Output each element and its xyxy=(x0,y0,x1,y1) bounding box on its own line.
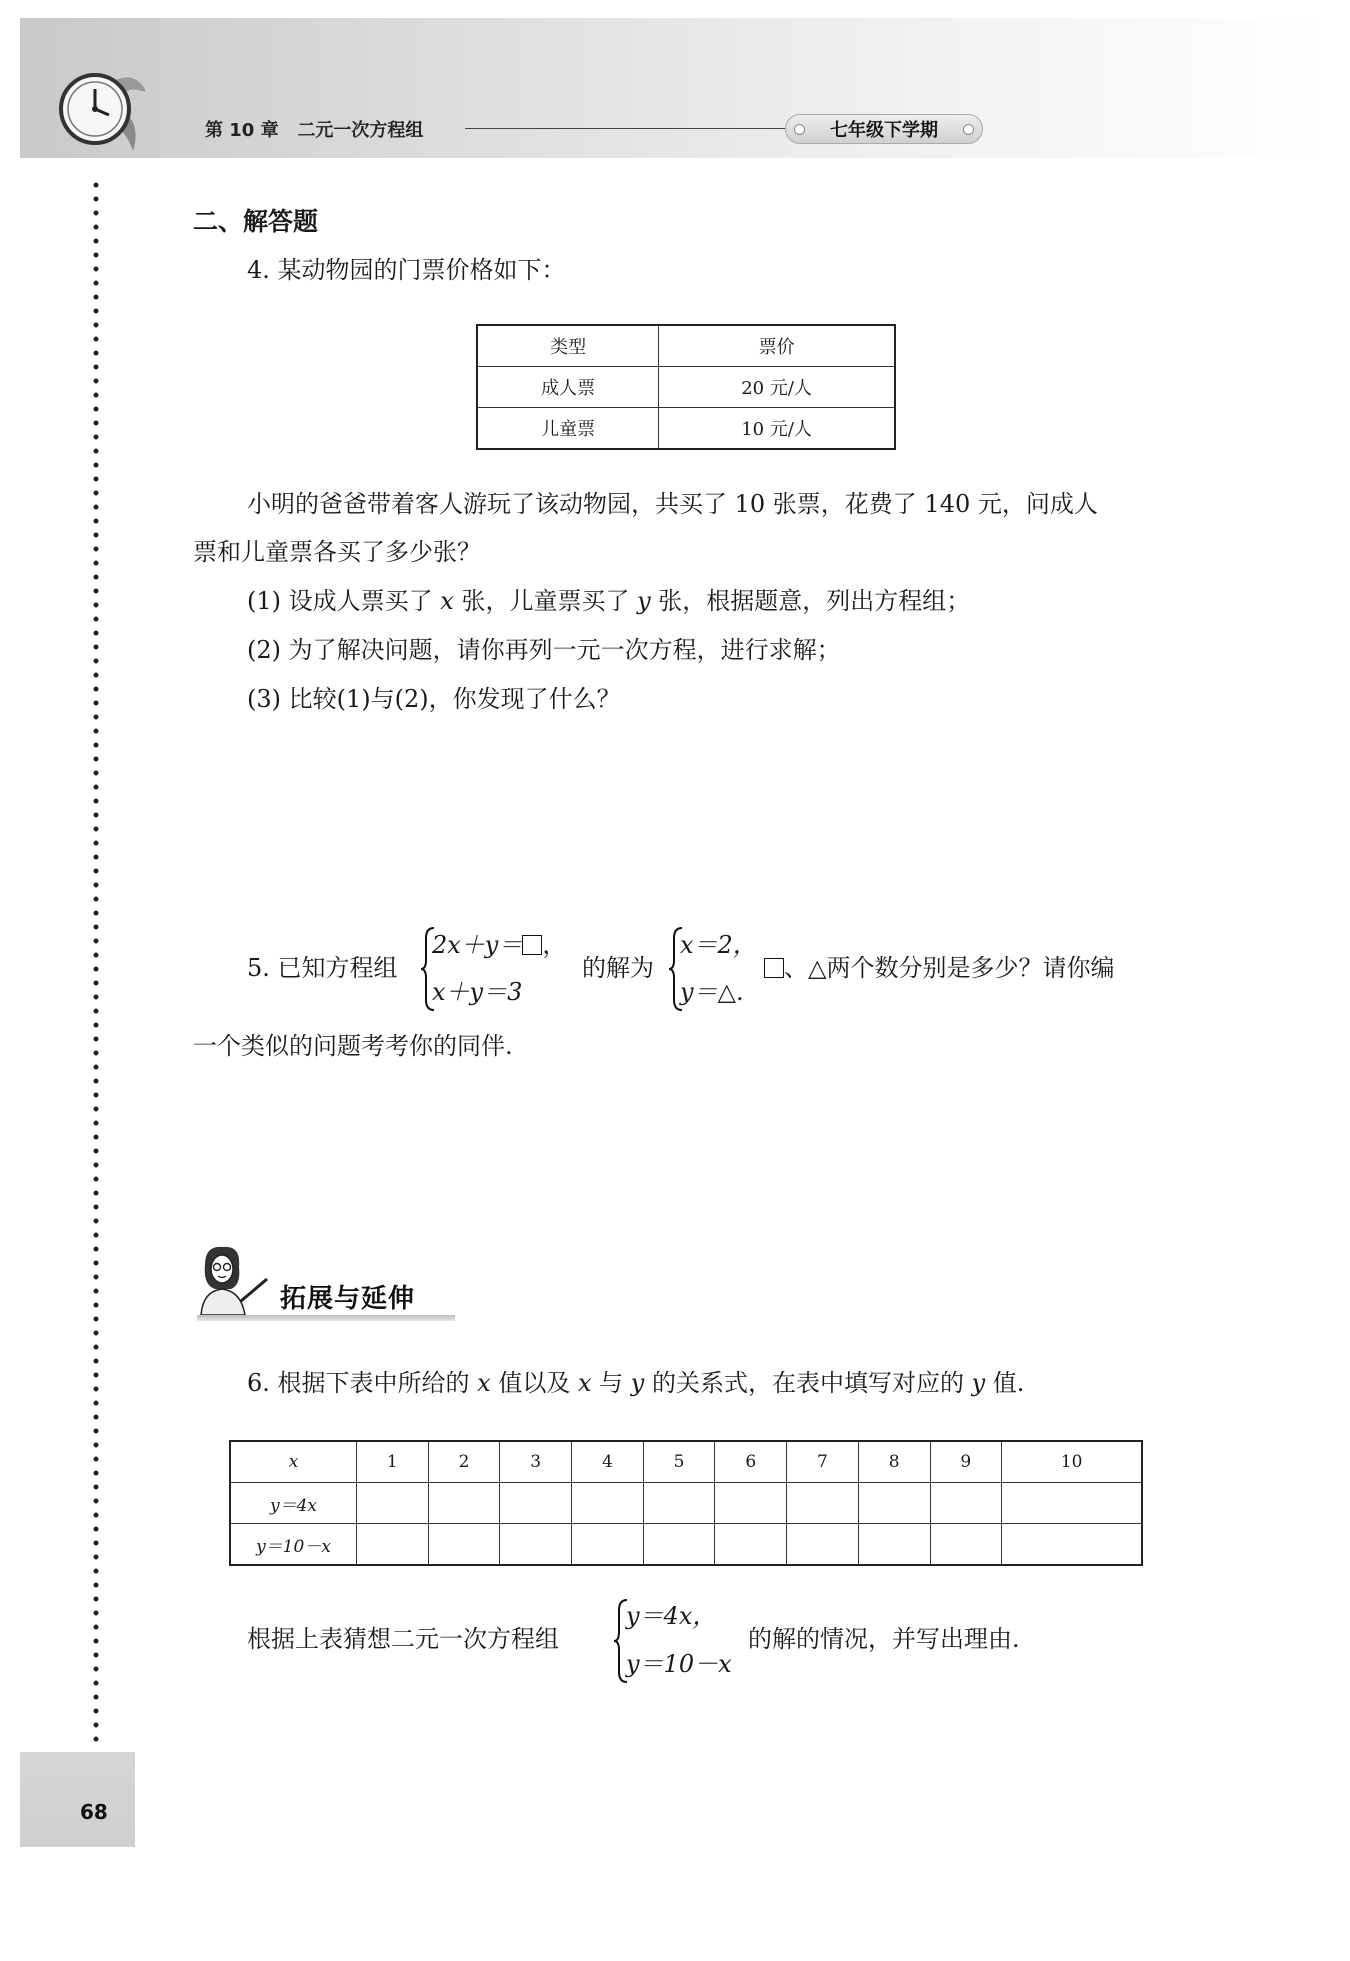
square-symbol-icon xyxy=(764,958,784,978)
table-row xyxy=(477,367,895,408)
q5-eq1-text: 2x＋y＝ xyxy=(432,931,523,959)
blank-cell[interactable] xyxy=(357,1483,429,1524)
table-row xyxy=(230,1524,1142,1566)
blank-cell[interactable] xyxy=(428,1483,500,1524)
q5-sol2: y＝△. xyxy=(680,978,744,1006)
blank-cell[interactable] xyxy=(930,1524,1002,1566)
chapter-suffix: 章 xyxy=(260,120,279,141)
q6-prompt xyxy=(247,1371,1024,1395)
q4-sub1-text: (1) 设成人票买了 xyxy=(247,587,441,615)
blank-cell[interactable] xyxy=(428,1524,500,1566)
xy-value-table xyxy=(229,1440,1143,1566)
blank-cell[interactable] xyxy=(858,1483,930,1524)
q5-prefix: 5. 已知方程组 xyxy=(247,954,398,982)
table-cell: 成人票 xyxy=(477,367,659,408)
q6-prompt-text: 值. xyxy=(985,1369,1025,1397)
chapter-name: 二元一次方程组 xyxy=(297,120,424,141)
clock-icon xyxy=(55,63,145,153)
blank-cell[interactable] xyxy=(930,1483,1002,1524)
var-x: x xyxy=(440,587,454,615)
q6-guess-eq2: y＝10－x xyxy=(626,1650,732,1678)
section-title: 二、解答题 xyxy=(193,207,319,236)
q5-eq2: x＋y＝3 xyxy=(432,978,523,1006)
blank-cell[interactable] xyxy=(572,1524,644,1566)
table-row xyxy=(230,1441,1142,1483)
x-value-cell: 3 xyxy=(500,1441,572,1483)
x-value-cell: 6 xyxy=(715,1441,787,1483)
table-row xyxy=(230,1483,1142,1524)
x-value-cell: 10 xyxy=(1002,1441,1142,1483)
grade-label: 七年级下学期 xyxy=(830,120,938,141)
x-value-cell: 2 xyxy=(428,1441,500,1483)
table-header-cell: 类型 xyxy=(477,325,659,367)
blank-cell[interactable] xyxy=(643,1524,715,1566)
blank-cell[interactable] xyxy=(1002,1483,1142,1524)
extension-underline xyxy=(197,1315,455,1321)
blank-cell[interactable] xyxy=(500,1524,572,1566)
chapter-number: 10 xyxy=(229,120,255,141)
q4-sub1 xyxy=(247,589,970,613)
table-row xyxy=(477,325,895,367)
extension-heading: 拓展与延伸 xyxy=(280,1284,416,1314)
table-cell: 20 元/人 xyxy=(659,367,895,408)
table-cell: 10 元/人 xyxy=(659,408,895,450)
chapter-title xyxy=(205,116,423,142)
blank-cell[interactable] xyxy=(1002,1524,1142,1566)
table-header-cell: 票价 xyxy=(659,325,895,367)
binding-dotted-line xyxy=(92,178,100,1748)
q5-suffix xyxy=(764,956,1114,980)
q4-body-line1: 小明的爸爸带着客人游玩了该动物园，共买了 10 张票，花费了 140 元，问成人 xyxy=(247,490,1098,518)
x-value-cell: 5 xyxy=(643,1441,715,1483)
q5-mid: 的解为 xyxy=(582,954,654,982)
row-head-y-4x: y＝4x xyxy=(230,1483,357,1524)
grade-badge xyxy=(785,114,983,144)
q5-line2: 一个类似的问题考考你的同伴. xyxy=(193,1032,513,1060)
x-value-cell: 7 xyxy=(787,1441,859,1483)
badge-dot-right-icon xyxy=(963,124,974,135)
q6-guess-suffix: 的解的情况，并写出理由. xyxy=(748,1625,1020,1653)
q4-sub1-text: 张，儿童票买了 xyxy=(453,587,638,615)
q6-prompt-text: 与 xyxy=(591,1369,631,1397)
badge-dot-left-icon xyxy=(794,124,805,135)
blank-cell[interactable] xyxy=(500,1483,572,1524)
blank-cell[interactable] xyxy=(357,1524,429,1566)
page-number: 68 xyxy=(80,1800,108,1824)
var-x: x xyxy=(477,1369,491,1397)
q5-eq1-end: ， xyxy=(542,931,567,959)
table-cell: 儿童票 xyxy=(477,408,659,450)
blank-cell[interactable] xyxy=(858,1524,930,1566)
q6-prompt-text: 的关系式，在表中填写对应的 xyxy=(644,1369,972,1397)
var-y: y xyxy=(971,1369,986,1397)
q5-suffix-text: 、△两个数分别是多少？请你编 xyxy=(784,954,1115,982)
var-x: x xyxy=(577,1369,592,1397)
x-value-cell: 1 xyxy=(357,1441,429,1483)
q6-guess-eq1: y＝4x， xyxy=(626,1602,717,1630)
q4-body-line2: 票和儿童票各买了多少张？ xyxy=(193,538,481,566)
page-corner-band xyxy=(20,1752,135,1847)
q6-prompt-text: 6. 根据下表中所给的 xyxy=(247,1369,478,1397)
q4-sub3: (3) 比较(1)与(2)，你发现了什么？ xyxy=(247,685,621,713)
x-value-cell: 9 xyxy=(930,1441,1002,1483)
q5-sol1: x＝2， xyxy=(680,931,757,959)
row-head-y-10-minus-x: y＝10－x xyxy=(230,1524,357,1566)
q4-sub1-text: 张，根据题意，列出方程组； xyxy=(650,587,971,615)
blank-cell[interactable] xyxy=(715,1483,787,1524)
header-rule xyxy=(465,128,785,129)
q6-prompt-text: 值以及 xyxy=(490,1369,578,1397)
blank-cell[interactable] xyxy=(715,1524,787,1566)
chapter-prefix: 第 xyxy=(205,120,223,141)
x-value-cell: 4 xyxy=(572,1441,644,1483)
ticket-price-table xyxy=(476,324,896,450)
q6-guess-prefix: 根据上表猜想二元一次方程组 xyxy=(247,1625,559,1653)
blank-cell[interactable] xyxy=(643,1483,715,1524)
var-y: y xyxy=(630,1369,645,1397)
square-symbol-icon xyxy=(522,935,542,955)
blank-cell[interactable] xyxy=(787,1524,859,1566)
q5-eq1 xyxy=(432,933,566,957)
var-y: y xyxy=(637,587,651,615)
row-head-x: x xyxy=(230,1441,357,1483)
table-row xyxy=(477,408,895,450)
blank-cell[interactable] xyxy=(787,1483,859,1524)
x-value-cell: 8 xyxy=(858,1441,930,1483)
teacher-icon xyxy=(195,1245,275,1315)
q4-prompt: 4. 某动物园的门票价格如下： xyxy=(247,256,566,284)
q4-sub2: (2) 为了解决问题，请你再列一元一次方程，进行求解； xyxy=(247,636,841,664)
blank-cell[interactable] xyxy=(572,1483,644,1524)
